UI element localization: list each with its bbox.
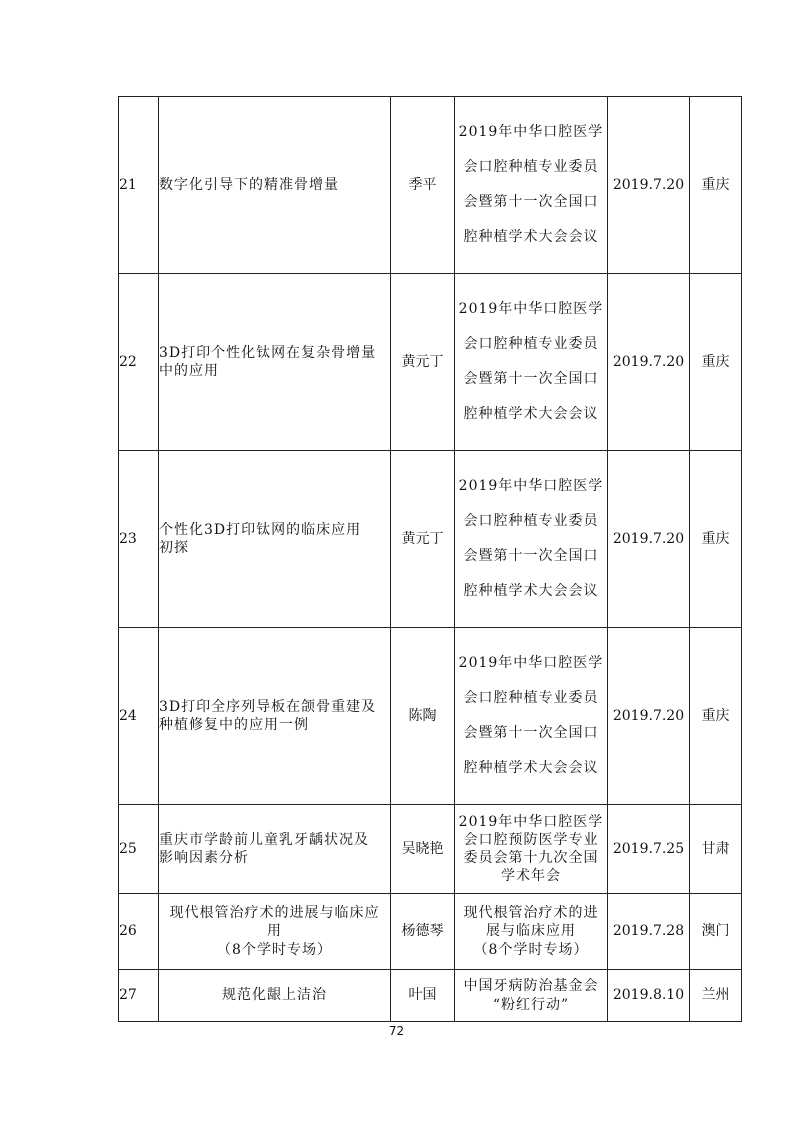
speaker: 黄元丁 <box>391 451 455 628</box>
row-number: 23 <box>119 451 159 628</box>
lecture-title: 现代根管治疗术的进展与临床应 用 （8个学时专场） <box>159 894 391 970</box>
lecture-title: 3D打印全序列导板在颌骨重建及 种植修复中的应用一例 <box>159 628 391 805</box>
date: 2019.7.25 <box>608 805 690 894</box>
table-row <box>119 805 742 894</box>
table-row <box>119 628 742 805</box>
table-row <box>119 894 742 970</box>
row-number: 22 <box>119 274 159 451</box>
location: 甘肃 <box>690 805 742 894</box>
location: 兰州 <box>690 970 742 1022</box>
conference-name: 中国牙病防治基金会 “粉红行动” <box>455 970 608 1022</box>
location: 重庆 <box>690 451 742 628</box>
conference-name: 2019年中华口腔医学 会口腔种植专业委员 会暨第十一次全国口 腔种植学术大会会议 <box>455 451 608 628</box>
lecture-title: 重庆市学龄前儿童乳牙龋状况及 影响因素分析 <box>159 805 391 894</box>
date: 2019.8.10 <box>608 970 690 1022</box>
lecture-title: 3D打印个性化钛网在复杂骨增量 中的应用 <box>159 274 391 451</box>
table-row <box>119 97 742 274</box>
conference-name: 2019年中华口腔医学 会口腔种植专业委员 会暨第十一次全国口 腔种植学术大会会议 <box>455 274 608 451</box>
table-row <box>119 274 742 451</box>
conference-name: 现代根管治疗术的进 展与临床应用 （8个学时专场） <box>455 894 608 970</box>
location: 重庆 <box>690 274 742 451</box>
speaker: 叶国 <box>391 970 455 1022</box>
location: 重庆 <box>690 97 742 274</box>
lecture-title: 规范化龈上洁治 <box>159 970 391 1022</box>
lecture-title: 数字化引导下的精准骨增量 <box>159 97 391 274</box>
speaker: 季平 <box>391 97 455 274</box>
lecture-table <box>118 96 742 1022</box>
row-number: 27 <box>119 970 159 1022</box>
location: 澳门 <box>690 894 742 970</box>
date: 2019.7.20 <box>608 451 690 628</box>
location: 重庆 <box>690 628 742 805</box>
table-row <box>119 970 742 1022</box>
row-number: 26 <box>119 894 159 970</box>
conference-name: 2019年中华口腔医学 会口腔预防医学专业 委员会第十九次全国 学术年会 <box>455 805 608 894</box>
speaker: 杨德琴 <box>391 894 455 970</box>
page-number: 72 <box>388 1024 405 1038</box>
conference-name: 2019年中华口腔医学 会口腔种植专业委员 会暨第十一次全国口 腔种植学术大会会议 <box>455 628 608 805</box>
speaker: 吴晓艳 <box>391 805 455 894</box>
speaker: 黄元丁 <box>391 274 455 451</box>
speaker: 陈陶 <box>391 628 455 805</box>
date: 2019.7.28 <box>608 894 690 970</box>
date: 2019.7.20 <box>608 628 690 805</box>
date: 2019.7.20 <box>608 274 690 451</box>
conference-name: 2019年中华口腔医学 会口腔种植专业委员 会暨第十一次全国口 腔种植学术大会会议 <box>455 97 608 274</box>
date: 2019.7.20 <box>608 97 690 274</box>
row-number: 21 <box>119 97 159 274</box>
table-row <box>119 451 742 628</box>
row-number: 25 <box>119 805 159 894</box>
row-number: 24 <box>119 628 159 805</box>
lecture-title: 个性化3D打印钛网的临床应用 初探 <box>159 451 391 628</box>
